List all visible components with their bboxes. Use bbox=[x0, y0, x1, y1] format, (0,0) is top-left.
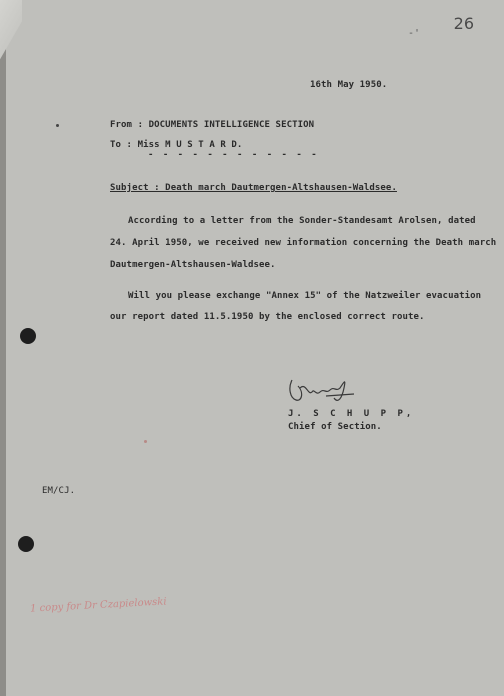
punch-hole-upper bbox=[20, 328, 36, 344]
paragraph2-line2: our report dated 11.5.1950 by the enclosed correct route. bbox=[110, 312, 425, 322]
paragraph1-line2: 24. April 1950, we received new information concerning the Death march bbox=[110, 238, 497, 248]
paragraph1-line3: Dautmergen-Altshausen-Waldsee. bbox=[110, 260, 276, 270]
paragraph1-line1: According to a letter from the Sonder-Standesamt Arolsen, dated bbox=[128, 216, 476, 226]
paper-speck bbox=[56, 124, 59, 127]
from-line: From : DOCUMENTS INTELLIGENCE SECTION bbox=[110, 120, 315, 130]
page-number: 26 bbox=[453, 14, 474, 33]
punch-hole-lower bbox=[18, 536, 34, 552]
subject-line: Subject : Death march Dautmergen-Altshausen-Waldsee. bbox=[110, 183, 397, 193]
handwritten-signature bbox=[284, 374, 364, 408]
corner-mark: -' bbox=[407, 28, 420, 39]
paper-speck bbox=[144, 440, 147, 443]
page-edge-shadow bbox=[0, 0, 6, 696]
folded-corner bbox=[0, 0, 22, 60]
handwritten-note: 1 copy for Dr Czapielowski bbox=[29, 596, 167, 615]
signatory-title: Chief of Section. bbox=[288, 422, 382, 432]
paragraph2-line1: Will you please exchange "Annex 15" of the Natzweiler evacuation bbox=[128, 291, 482, 301]
reference-initials: EM/CJ. bbox=[42, 486, 76, 496]
signatory-name: J. S C H U P P, bbox=[288, 409, 415, 419]
letter-date: 16th May 1950. bbox=[310, 80, 388, 90]
recipient-underline: - - - - - - - - - - - - bbox=[148, 150, 319, 160]
to-line: To : Miss M U S T A R D. bbox=[110, 140, 243, 150]
